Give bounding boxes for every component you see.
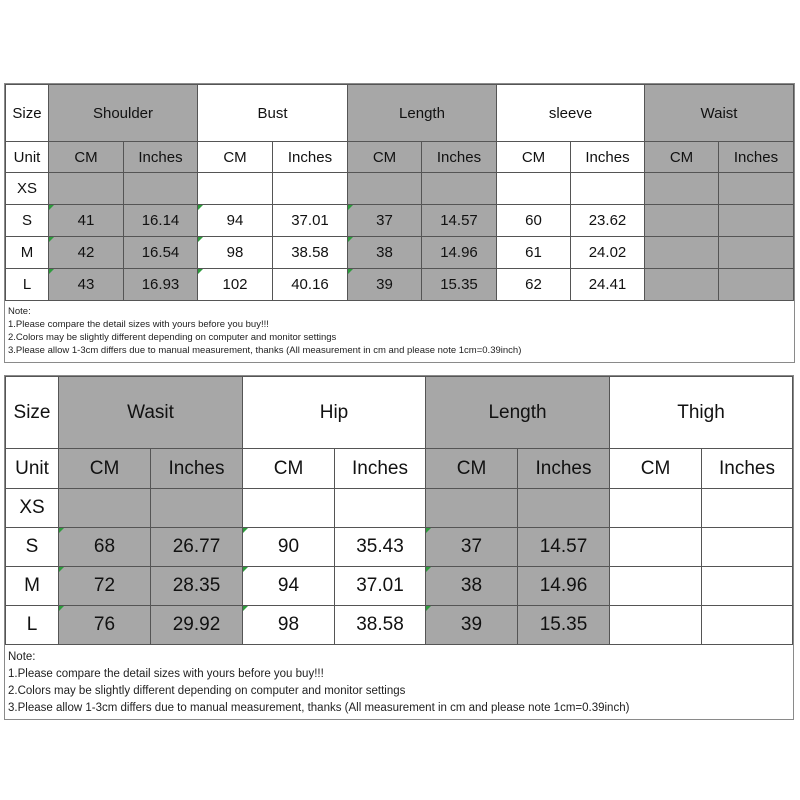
data-cell <box>49 173 124 205</box>
unit-inches: Inches <box>422 142 497 173</box>
data-cell: 39 <box>348 269 422 301</box>
group-header-length: Length <box>348 85 497 142</box>
unit-inches: Inches <box>335 449 426 489</box>
size-header: Size <box>6 377 59 449</box>
size-chart-bottom <box>4 375 794 720</box>
data-cell: 38 <box>348 237 422 269</box>
data-cell <box>610 567 702 606</box>
size-table-top <box>5 84 794 301</box>
data-cell: 26.77 <box>151 528 243 567</box>
data-cell <box>497 173 571 205</box>
data-cell <box>719 269 794 301</box>
data-cell: 90 <box>243 528 335 567</box>
note-heading: Note: <box>8 651 36 663</box>
size-header: Size <box>6 85 49 142</box>
header-row <box>6 377 793 449</box>
data-cell: 72 <box>59 567 151 606</box>
data-cell <box>702 489 793 528</box>
unit-header: Unit <box>6 142 49 173</box>
unit-header: Unit <box>6 449 59 489</box>
data-cell: 98 <box>198 237 273 269</box>
data-cell <box>518 489 610 528</box>
data-cell: 28.35 <box>151 567 243 606</box>
data-cell: 37.01 <box>335 567 426 606</box>
note-line: 3.Please allow 1-3cm differs due to manual measurement, thanks (All measurement in cm and please note 1cm=0.39inch) <box>8 345 522 356</box>
data-cell <box>198 173 273 205</box>
data-cell: 37.01 <box>273 205 348 237</box>
data-cell: 16.54 <box>124 237 198 269</box>
data-cell <box>645 173 719 205</box>
data-cell <box>273 173 348 205</box>
unit-inches: Inches <box>719 142 794 173</box>
size-cell: S <box>6 528 59 567</box>
note-line: 2.Colors may be slightly different depending on computer and monitor settings <box>8 332 337 343</box>
group-header-thigh: Thigh <box>610 377 793 449</box>
data-cell <box>645 205 719 237</box>
data-cell <box>610 528 702 567</box>
data-cell: 42 <box>49 237 124 269</box>
note-heading: Note: <box>8 306 31 317</box>
unit-inches: Inches <box>151 449 243 489</box>
data-cell <box>610 489 702 528</box>
unit-inches: Inches <box>571 142 645 173</box>
group-header-sleeve: sleeve <box>497 85 645 142</box>
data-cell <box>702 567 793 606</box>
unit-cm: CM <box>426 449 518 489</box>
data-cell: 24.41 <box>571 269 645 301</box>
data-cell <box>348 173 422 205</box>
table-row <box>6 606 793 645</box>
group-header-wasit: Wasit <box>59 377 243 449</box>
data-cell <box>719 173 794 205</box>
table-row <box>6 237 794 269</box>
data-cell: 14.57 <box>422 205 497 237</box>
size-chart-top <box>4 83 795 363</box>
data-cell: 76 <box>59 606 151 645</box>
data-cell: 102 <box>198 269 273 301</box>
data-cell <box>422 173 497 205</box>
size-cell: L <box>6 606 59 645</box>
table-row <box>6 489 793 528</box>
data-cell: 14.57 <box>518 528 610 567</box>
data-cell <box>151 489 243 528</box>
data-cell: 16.14 <box>124 205 198 237</box>
data-cell: 61 <box>497 237 571 269</box>
data-cell: 94 <box>198 205 273 237</box>
data-cell <box>124 173 198 205</box>
data-cell: 15.35 <box>518 606 610 645</box>
data-cell <box>571 173 645 205</box>
size-cell: M <box>6 237 49 269</box>
data-cell: 60 <box>497 205 571 237</box>
data-cell: 98 <box>243 606 335 645</box>
size-cell: L <box>6 269 49 301</box>
unit-cm: CM <box>610 449 702 489</box>
data-cell: 39 <box>426 606 518 645</box>
unit-cm: CM <box>645 142 719 173</box>
unit-cm: CM <box>348 142 422 173</box>
data-cell: 14.96 <box>422 237 497 269</box>
size-cell: S <box>6 205 49 237</box>
unit-inches: Inches <box>702 449 793 489</box>
data-cell <box>426 489 518 528</box>
data-cell <box>59 489 151 528</box>
data-cell: 35.43 <box>335 528 426 567</box>
unit-cm: CM <box>243 449 335 489</box>
notes-block <box>5 645 793 719</box>
data-cell <box>645 269 719 301</box>
group-header-bust: Bust <box>198 85 348 142</box>
note-line: 1.Please compare the detail sizes with yours before you buy!!! <box>8 319 269 330</box>
data-cell: 14.96 <box>518 567 610 606</box>
unit-row <box>6 142 794 173</box>
group-header-shoulder: Shoulder <box>49 85 198 142</box>
data-cell: 38.58 <box>273 237 348 269</box>
data-cell <box>645 237 719 269</box>
data-cell: 43 <box>49 269 124 301</box>
data-cell <box>702 528 793 567</box>
note-line: 2.Colors may be slightly different depending on computer and monitor settings <box>8 685 406 697</box>
data-cell <box>702 606 793 645</box>
size-cell: XS <box>6 489 59 528</box>
table-row <box>6 205 794 237</box>
data-cell: 16.93 <box>124 269 198 301</box>
data-cell: 37 <box>348 205 422 237</box>
table-row <box>6 173 794 205</box>
data-cell: 68 <box>59 528 151 567</box>
unit-inches: Inches <box>518 449 610 489</box>
data-cell <box>719 205 794 237</box>
data-cell: 38.58 <box>335 606 426 645</box>
data-cell <box>719 237 794 269</box>
table-row <box>6 528 793 567</box>
data-cell: 23.62 <box>571 205 645 237</box>
data-cell: 62 <box>497 269 571 301</box>
note-line: 3.Please allow 1-3cm differs due to manual measurement, thanks (All measurement in cm and please note 1cm=0.39inch) <box>8 702 630 714</box>
group-header-waist: Waist <box>645 85 794 142</box>
unit-cm: CM <box>198 142 273 173</box>
size-cell: M <box>6 567 59 606</box>
unit-row <box>6 449 793 489</box>
data-cell: 41 <box>49 205 124 237</box>
notes-block <box>5 301 794 362</box>
data-cell <box>335 489 426 528</box>
data-cell <box>243 489 335 528</box>
data-cell: 40.16 <box>273 269 348 301</box>
unit-inches: Inches <box>273 142 348 173</box>
table-row <box>6 269 794 301</box>
unit-cm: CM <box>497 142 571 173</box>
header-row <box>6 85 794 142</box>
size-cell: XS <box>6 173 49 205</box>
data-cell: 38 <box>426 567 518 606</box>
data-cell <box>610 606 702 645</box>
group-header-length: Length <box>426 377 610 449</box>
data-cell: 15.35 <box>422 269 497 301</box>
data-cell: 29.92 <box>151 606 243 645</box>
unit-cm: CM <box>49 142 124 173</box>
data-cell: 94 <box>243 567 335 606</box>
table-row <box>6 567 793 606</box>
note-line: 1.Please compare the detail sizes with yours before you buy!!! <box>8 668 324 680</box>
size-table-bottom <box>5 376 793 645</box>
unit-cm: CM <box>59 449 151 489</box>
data-cell: 24.02 <box>571 237 645 269</box>
unit-inches: Inches <box>124 142 198 173</box>
data-cell: 37 <box>426 528 518 567</box>
group-header-hip: Hip <box>243 377 426 449</box>
